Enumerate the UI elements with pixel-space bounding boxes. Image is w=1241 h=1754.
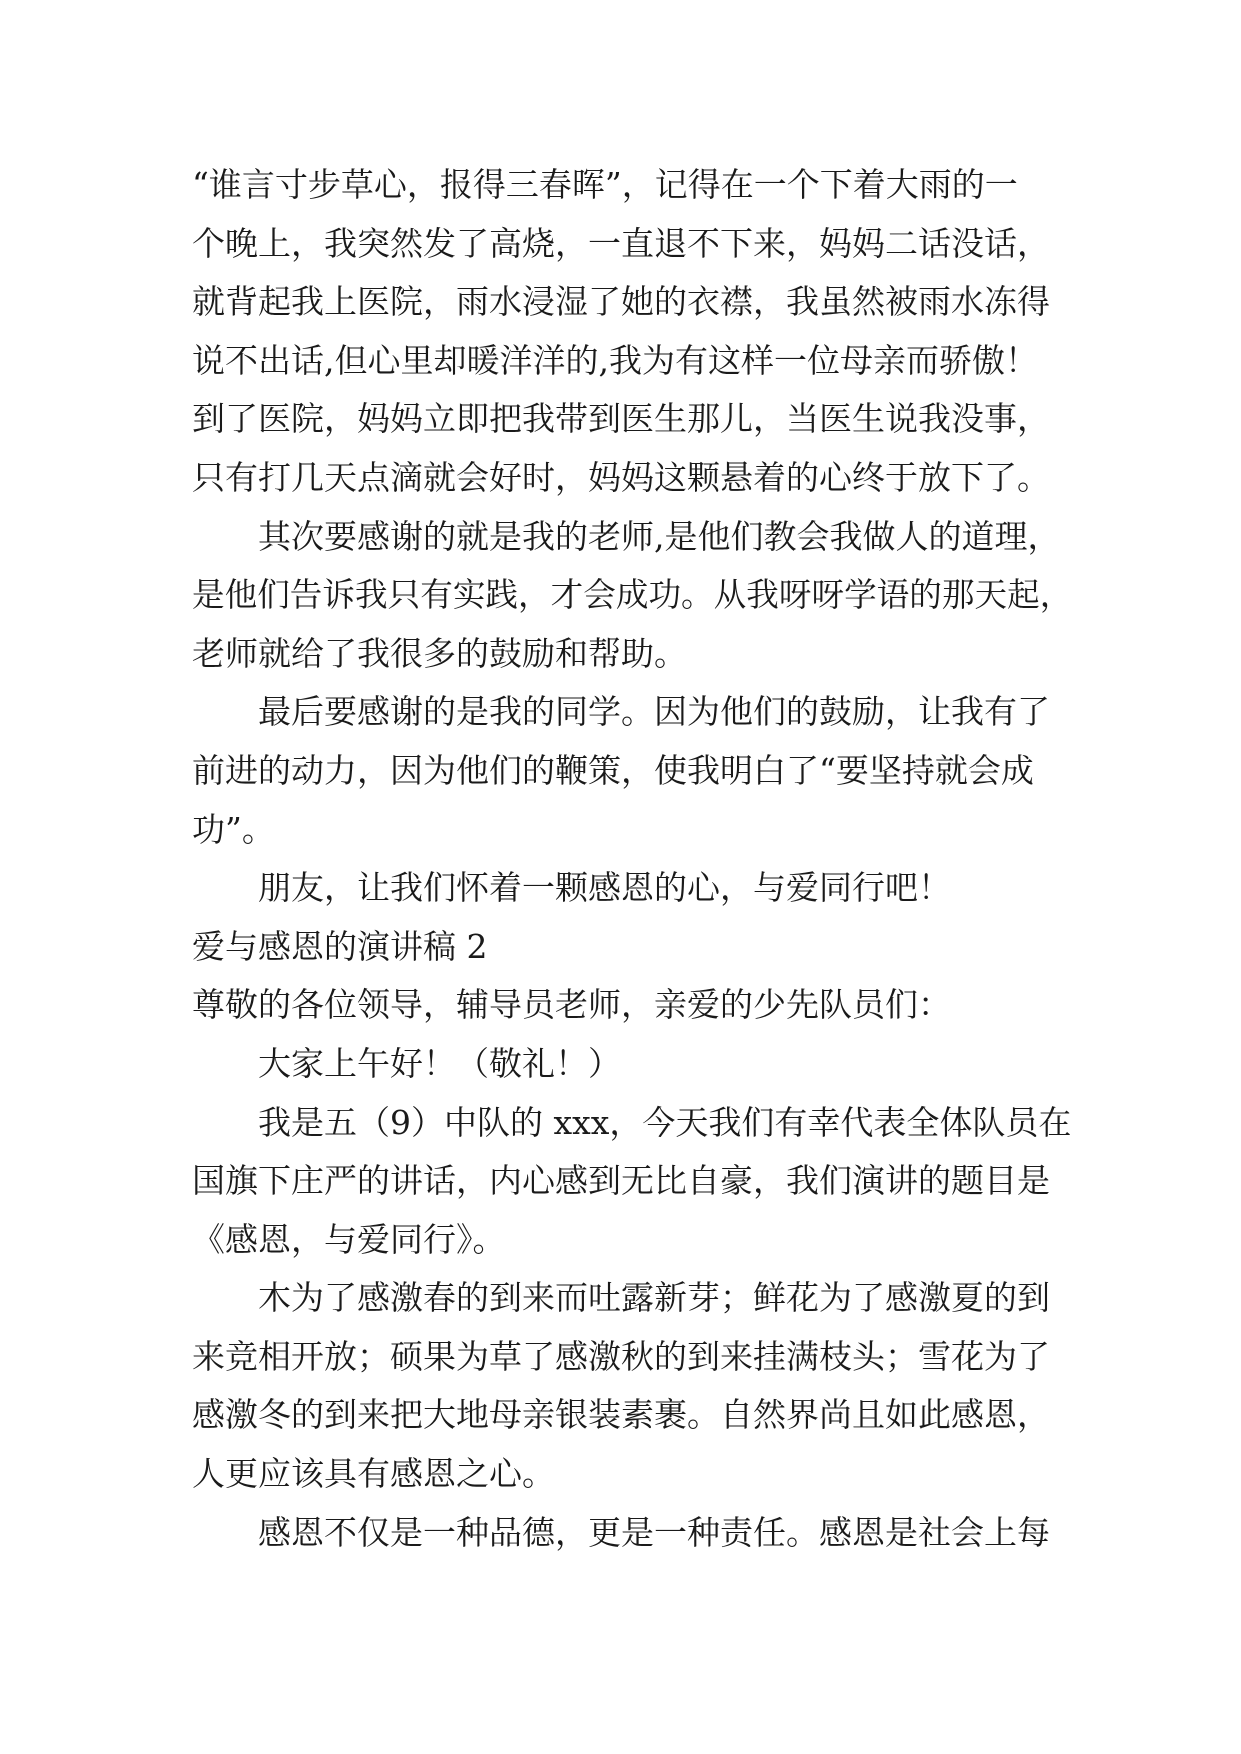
text-line: 到了医院，妈妈立即把我带到医生那儿，当医生说我没事， [192,399,1050,439]
text-line: 是他们告诉我只有实践，才会成功。从我呀呀学语的那天起， [192,575,1073,615]
text-line: 其次要感谢的就是我的老师,是他们教会我做人的道理， [258,516,1061,556]
text-line: 最后要感谢的是我的同学。因为他们的鼓励，让我有了 [258,692,1050,732]
document-body [192,156,1072,1562]
text-line: 我是五（9）中队的 xxx，今天我们有幸代表全体队员在 [258,1102,1072,1142]
text-line: 《感恩，与爱同行》。 [192,1219,506,1259]
text-line: 老师就给了我很多的鼓励和帮助。 [192,633,687,673]
text-line: 前进的动力，因为他们的鞭策，使我明白了“要坚持就会成 [192,750,1034,790]
text-line: 人更应该具有感恩之心。 [192,1454,555,1494]
text-line: 大家上午好！（敬礼！） [258,1043,621,1083]
text-line: 只有打几天点滴就会好时，妈妈这颗悬着的心终于放下了。 [192,457,1050,497]
text-line: 功”。 [192,809,275,849]
text-line: “谁言寸步草心，报得三春晖”，记得在一个下着大雨的一 [192,165,1018,204]
text-line: 个晚上，我突然发了高烧，一直退不下来，妈妈二话没话， [192,223,1050,263]
text-line: 木为了感激春的到来而吐露新芽；鲜花为了感激夏的到 [258,1278,1050,1318]
text-line: 爱与感恩的演讲稿 2 [192,926,488,966]
text-line: 朋友，让我们怀着一颗感恩的心，与爱同行吧！ [258,868,951,908]
text-line: 国旗下庄严的讲话，内心感到无比自豪，我们演讲的题目是 [192,1161,1050,1201]
text-line: 感激冬的到来把大地母亲银装素裹。自然界尚且如此感恩， [192,1395,1050,1435]
text-line: 感恩不仅是一种品德，更是一种责任。感恩是社会上每 [258,1512,1050,1552]
text-line: 说不出话,但心里却暖洋洋的,我为有这样一位母亲而骄傲！ [192,340,1038,380]
text-line: 尊敬的各位领导，辅导员老师，亲爱的少先队员们： [192,985,951,1025]
text-line: 来竞相开放；硕果为草了感激秋的到来挂满枝头；雪花为了 [192,1336,1050,1376]
text-line: 就背起我上医院，雨水浸湿了她的衣襟，我虽然被雨水冻得 [192,282,1050,322]
